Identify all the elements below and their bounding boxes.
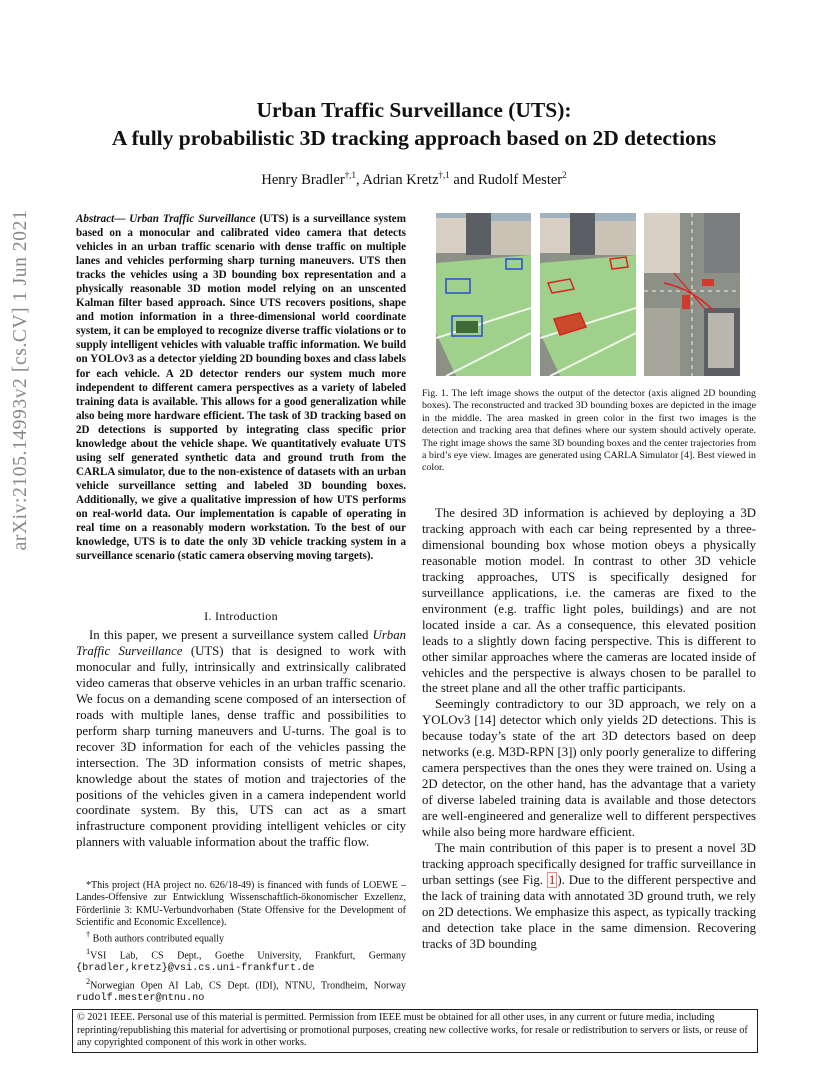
- author-kretz-affil: †,1: [438, 170, 450, 180]
- arxiv-identifier: arXiv:2105.14993v2 [cs.CV] 1 Jun 2021: [10, 209, 31, 551]
- equal-contribution-footnote: † Both authors contributed equally: [86, 930, 225, 945]
- section-heading-introduction: I. Introduction: [204, 609, 278, 623]
- email-address[interactable]: rudolf.mester@ntnu.no: [76, 993, 205, 1005]
- figure-panel-detections: [436, 213, 531, 376]
- abstract-label: Abstract: [76, 213, 115, 225]
- paragraph: The main contribution of this paper is to present a novel 3D tracking approach specifically designed for traffic surveillance in urban settings (see Fig. 1 ). Due to the different perspective and the lack of training data with annotated 3D ground truth, we rely on 2D detections. We emphasize this aspect, as typically tracking and detection take place in the same dimension. Recovering tracks of 3D bounding: [422, 841, 756, 951]
- abstract-dash: —: [114, 213, 130, 225]
- right-column-text: [422, 506, 756, 953]
- birds-eye-view-image: [644, 213, 740, 376]
- introduction-text: [76, 628, 406, 851]
- figure-1: [422, 213, 756, 376]
- birds-eye-car: [702, 279, 714, 286]
- abstract-system-name: Urban Traffic Surveillance: [129, 213, 256, 225]
- email-address[interactable]: {bradler,kretz}@vsi.cs.uni-frankfurt.de: [76, 963, 315, 975]
- author-mester-affil: 2: [562, 170, 567, 180]
- figure-reference-link[interactable]: 1: [548, 872, 556, 887]
- system-name: Urban Traffic Surveillance: [76, 628, 406, 658]
- figure-panel-3d-boxes: [540, 213, 636, 376]
- footnotes: [76, 880, 406, 1006]
- detector-output-image: [436, 213, 531, 376]
- figure-panel-birds-eye: [644, 213, 740, 376]
- abstract: [76, 212, 406, 563]
- title-line-2: A fully probabilistic 3D tracking approach based on 2D detections: [111, 126, 717, 150]
- paragraph: The desired 3D information is achieved by deploying a 3D tracking approach with each car being represented by a three-dimensional bounding box whose motion obeys a physically reasonable motion model. In contrast to other 3D vehicle tracking approaches, UTS is specifically designed for surveillance applications, i.e. the cameras are fixed to the environment (e.g. traffic light poles, buildings) and are not located inside a car. As a consequence, this elevated position leads to a slightly down facing perspective. This is different to other similar approaches where the cameras are located inside of vehicles and the perspective is always chosen to be parallel to the street plane and all the other traffic participants.: [422, 506, 756, 696]
- birds-eye-car: [682, 295, 690, 309]
- paper-title: [60, 96, 768, 152]
- figure-1-caption: Fig. 1. The left image shows the output of the detector (axis aligned 2D bounding boxes). The reconstructed and tracked 3D bounding boxes are depicted in the image in the middle. The area masked in green color in the first two images is the detection and tracking area that defines where our system should actively operate. The right image shows the same 3D bounding boxes and the center trajectories from a bird’s eye view. Images are generated using CARLA Simulator [4]. Best viewed in color.: [422, 388, 756, 474]
- author-separator: ,: [355, 171, 363, 188]
- author-mester: Rudolf Mester: [477, 171, 563, 188]
- author-bradler: Henry Bradler: [261, 171, 345, 188]
- funding-footnote: *This project (HA project no. 626/18-49) is financed with funds of LOEWE – Landes-Offensive zur Entwicklung Wissenschaftlich-ökonomischer Exzellenz, Förderlinie 3: KMU-Verbundvorhaben (State Offensive for the Development of Scientific and Economic Excellence).: [76, 880, 406, 928]
- paragraph: Seemingly contradictory to our 3D approach, we rely on a YOLOv3 [14] detector which only yields 2D detections. This is because today’s state of the art 3D detectors based on deep networks (e.g. M3D-RPN [3]) only poorly generalize to differing camera perspectives than the ones they were trained on. Using a 2D detector, on the other hand, has the advantage that a variety of diverse labeled training data is available and those detectors are well-engineered and generalize well to different perspectives while also being more hardware efficient.: [422, 697, 756, 840]
- affiliation-footnote-1: $^1$VSI Lab, CS Dept., Goethe University, Frankfurt, Germany {bradler,kretz}@vsi.cs.uni-frankfurt.de: [76, 946, 406, 975]
- copyright-notice: © 2021 IEEE. Personal use of this material is permitted. Permission from IEEE must be obtained for all other uses, in any current or future media, including reprinting/republishing this material for advertising or promotional purposes, creating new collective works, for resale or redistribution to servers or lists, or reuse of any copyrighted component of this work in other works.: [72, 1009, 758, 1053]
- author-bradler-affil: †,1: [344, 170, 356, 180]
- paragraph: In this paper, we present a surveillance system called Urban Traffic Surveillance (UTS) that is designed to work with monocular and fully, intrinsically and extrinsically calibrated video cameras that observe vehicles in an urban traffic scenario. We focus on a demanding scene composed of an intersection of roads with multiple lanes, dense traffic and possibilities to perform sharp turning maneuvers and U-turns. The goal is to recover 3D information for each of the vehicles passing the intersection. The 3D information consists of metric shapes, knowledge about the states of motion and trajectories of the positions of the vehicles given in a camera independent world coordinate system. By this, UTS can act as a smart infrastructure component providing intelligent vehicles or city planners with valuable information about the traffic flow.: [76, 628, 406, 850]
- title-line-1: Urban Traffic Surveillance (UTS):: [256, 98, 572, 122]
- abstract-text: (UTS) is a surveillance system based on a monocular and calibrated video camera that detects vehicles in an urban traffic scenario with dense traffic on multiple lanes and vehicles performing sharp turning maneuvers. UTS then tracks the vehicles using a 3D bounding box representation and a physically reasonable 3D motion model relying on an unscented Kalman filter based approach. Since UTS recovers positions, shape and motion information in a three-dimensional world coordinate system, it can be employed to recognize diverse traffic violations or to supply intelligent vehicles with valuable traffic information. We build on YOLOv3 as a detector yielding 2D bounding boxes and class labels for each vehicle. A 2D detector renders our system much more independent to different camera perspectives as a variety of labeled training data is available. This allows for a good generalization while also being more hardware efficient. The task of 3D tracking based on 2D detections is supported by integrating class specific prior knowledge about the vehicle shape. We quantitatively evaluate UTS using self generated synthetic data and ground truth from the CARLA simulator, due to the non-existence of datasets with an urban vehicle surveillance setting and labeled 3D bounding boxes. Additionally, we give a qualitative impression of how UTS performs on real-world data. Our implementation is capable of operating in real time on a reasonably modern workstation. To the best of our knowledge, UTS is to date the only 3D vehicle tracking system in a surveillance scenario (static camera observing moving targets).: [76, 213, 406, 563]
- author-separator: and: [449, 171, 478, 188]
- author-kretz: Adrian Kretz: [362, 171, 439, 188]
- author-list: [60, 170, 768, 189]
- affiliation-footnote-2: $^2$Norwegian Open AI Lab, CS Dept. (IDI), NTNU, Trondheim, Norway rudolf.mester@ntnu.no: [76, 976, 406, 1005]
- tracked-3d-boxes-image: [540, 213, 636, 376]
